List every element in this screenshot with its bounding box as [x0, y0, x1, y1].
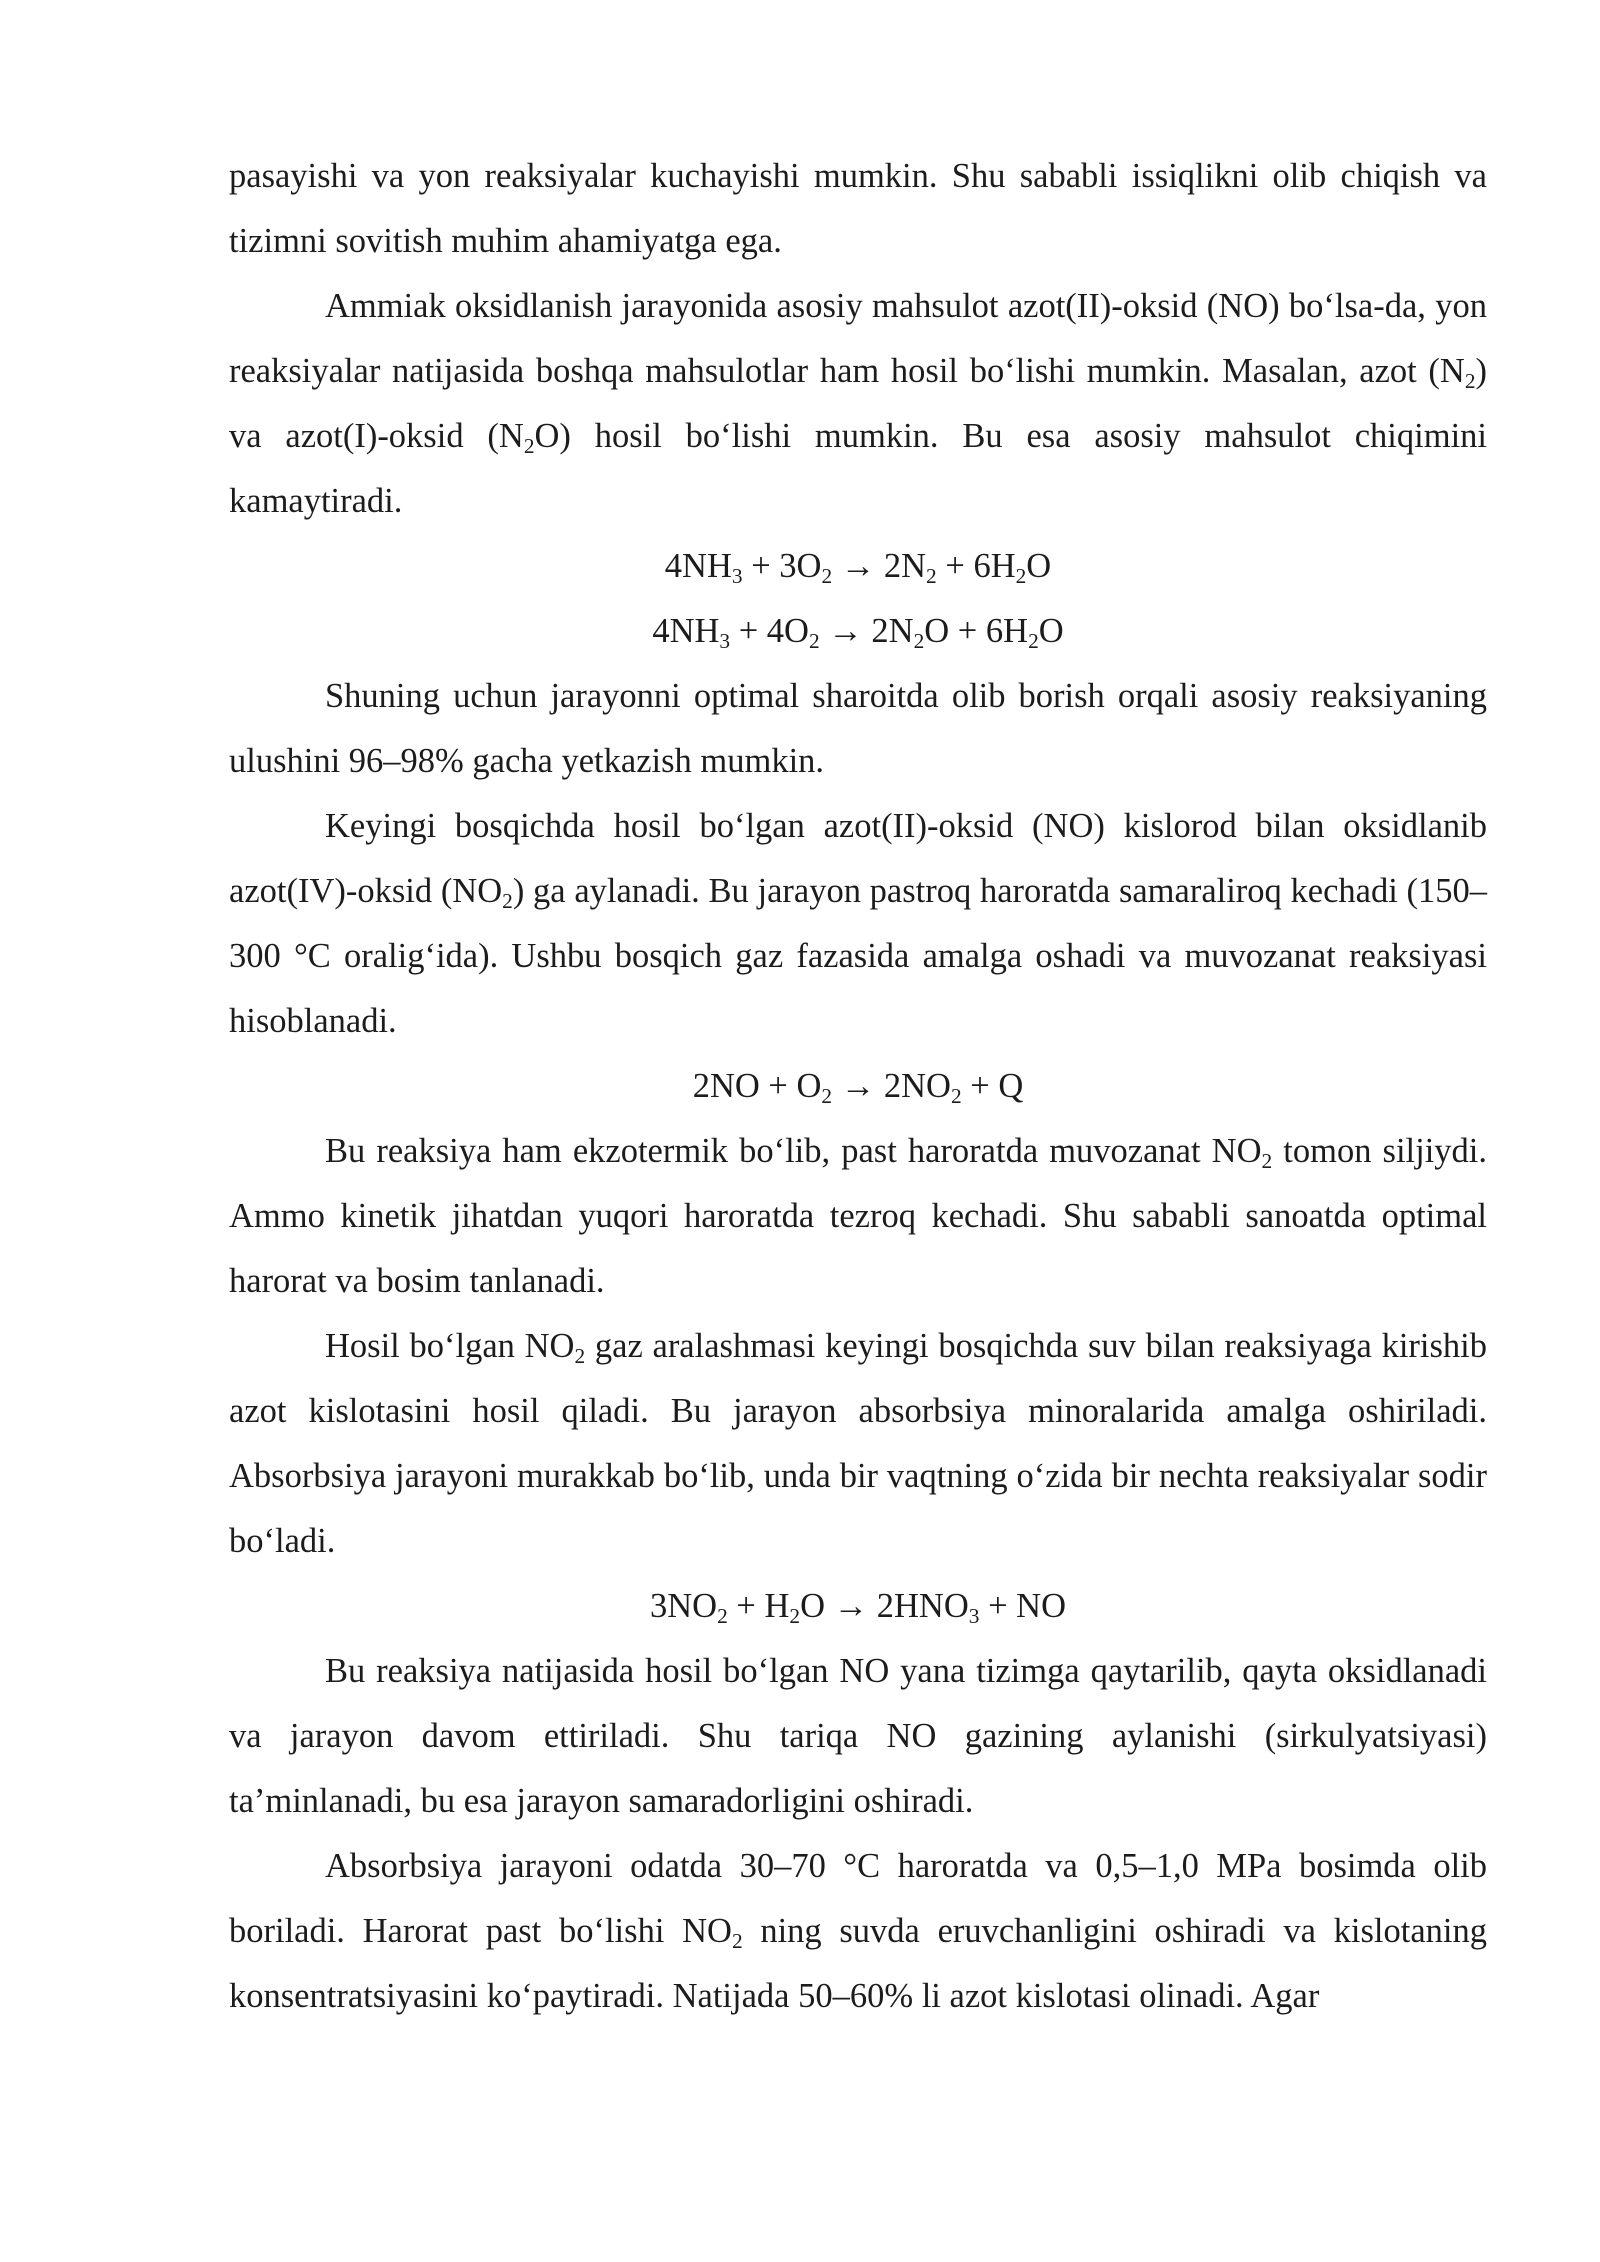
- body-paragraph: pasayishi va yon reaksiyalar kuchayishi mumkin. Shu sababli issiqlikni olib chiqish va tizimni sovitish muhim ahamiyatga ega.: [229, 157, 1487, 260]
- body-paragraph: Shuning uchun jarayonni optimal sharoitda olib borish orqali asosiy reaksiyaning ulushini 96–98% gacha yetkazish mumkin.: [229, 677, 1487, 780]
- chemical-equation: $4NH_3 + 4O_2 \to 2N_2O + 6H_2O$: [652, 612, 1064, 653]
- body-paragraph: Absorbsiya jarayoni odatda 30–70 °C haroratda va 0,5–1,0 MPa bosimda olib boriladi. Harorat past bo‘lishi $NO_2$ ning suvda eruvchanligini oshiradi va kislotaning konsentratsiyasini ko‘paytiradi. Natijada 50–60% li azot kislotasi olinadi. Agar: [229, 1847, 1487, 2015]
- chemical-equation: $4NH_3 + 3O_2 \to 2N_2 + 6H_2O$: [664, 547, 1052, 588]
- body-paragraph: Bu reaksiya ham ekzotermik bo‘lib, past haroratda muvozanat $NO_2$ tomon siljiydi. Ammo kinetik jihatdan yuqori haroratda tezroq kechadi. Shu sababli sanoatda optimal harorat va bosim tanlanadi.: [229, 1132, 1488, 1300]
- body-paragraph: Bu reaksiya natijasida hosil bo‘lgan NO yana tizimga qaytarilib, qayta oksidlanadi va jarayon davom ettiriladi. Shu tariqa NO gazining aylanishi (sirkulyatsiyasi) ta’minlanadi, bu esa jarayon samaradorligini oshiradi.: [229, 1652, 1487, 1820]
- body-paragraph: Keyingi bosqichda hosil bo‘lgan azot(II)-oksid (NO) kislorod bilan oksidlanib azot(IV)-oksid $(NO_2)$ ga aylanadi. Bu jarayon pastroq haroratda samaraliroq kechadi (150–300 °C oralig‘ida). Ushbu bosqich gaz fazasida amalga oshadi va muvozanat reaksiyasi hisoblanadi.: [229, 807, 1487, 1040]
- page-body: [229, 144, 1487, 2029]
- chemical-equation: $3NO_2 + H_2O \to 2HNO_3$ + NO: [650, 1587, 1066, 1628]
- body-paragraph: Hosil bo‘lgan $NO_2$ gaz aralashmasi keyingi bosqichda suv bilan reaksiyaga kirishib azot kislotasini hosil qiladi. Bu jarayon absorbsiya minoralarida amalga oshiriladi. Absorbsiya jarayoni murakkab bo‘lib, unda bir vaqtning o‘zida bir nechta reaksiyalar sodir bo‘ladi.: [229, 1327, 1487, 1560]
- body-paragraph: Ammiak oksidlanish jarayonida asosiy mahsulot azot(II)-oksid (NO) bo‘lsa-da, yon reaksiyalar natijasida boshqa mahsulotlar ham hosil bo‘lishi mumkin. Masalan, azot $(N_2)$ va azot(I)-oksid $(N_2O)$ hosil bo‘lishi mumkin. Bu esa asosiy mahsulot chiqimini kamaytiradi.: [229, 287, 1487, 520]
- chemical-equation: $2NO + O_2 \to 2NO_2 + Q$: [692, 1067, 1024, 1108]
